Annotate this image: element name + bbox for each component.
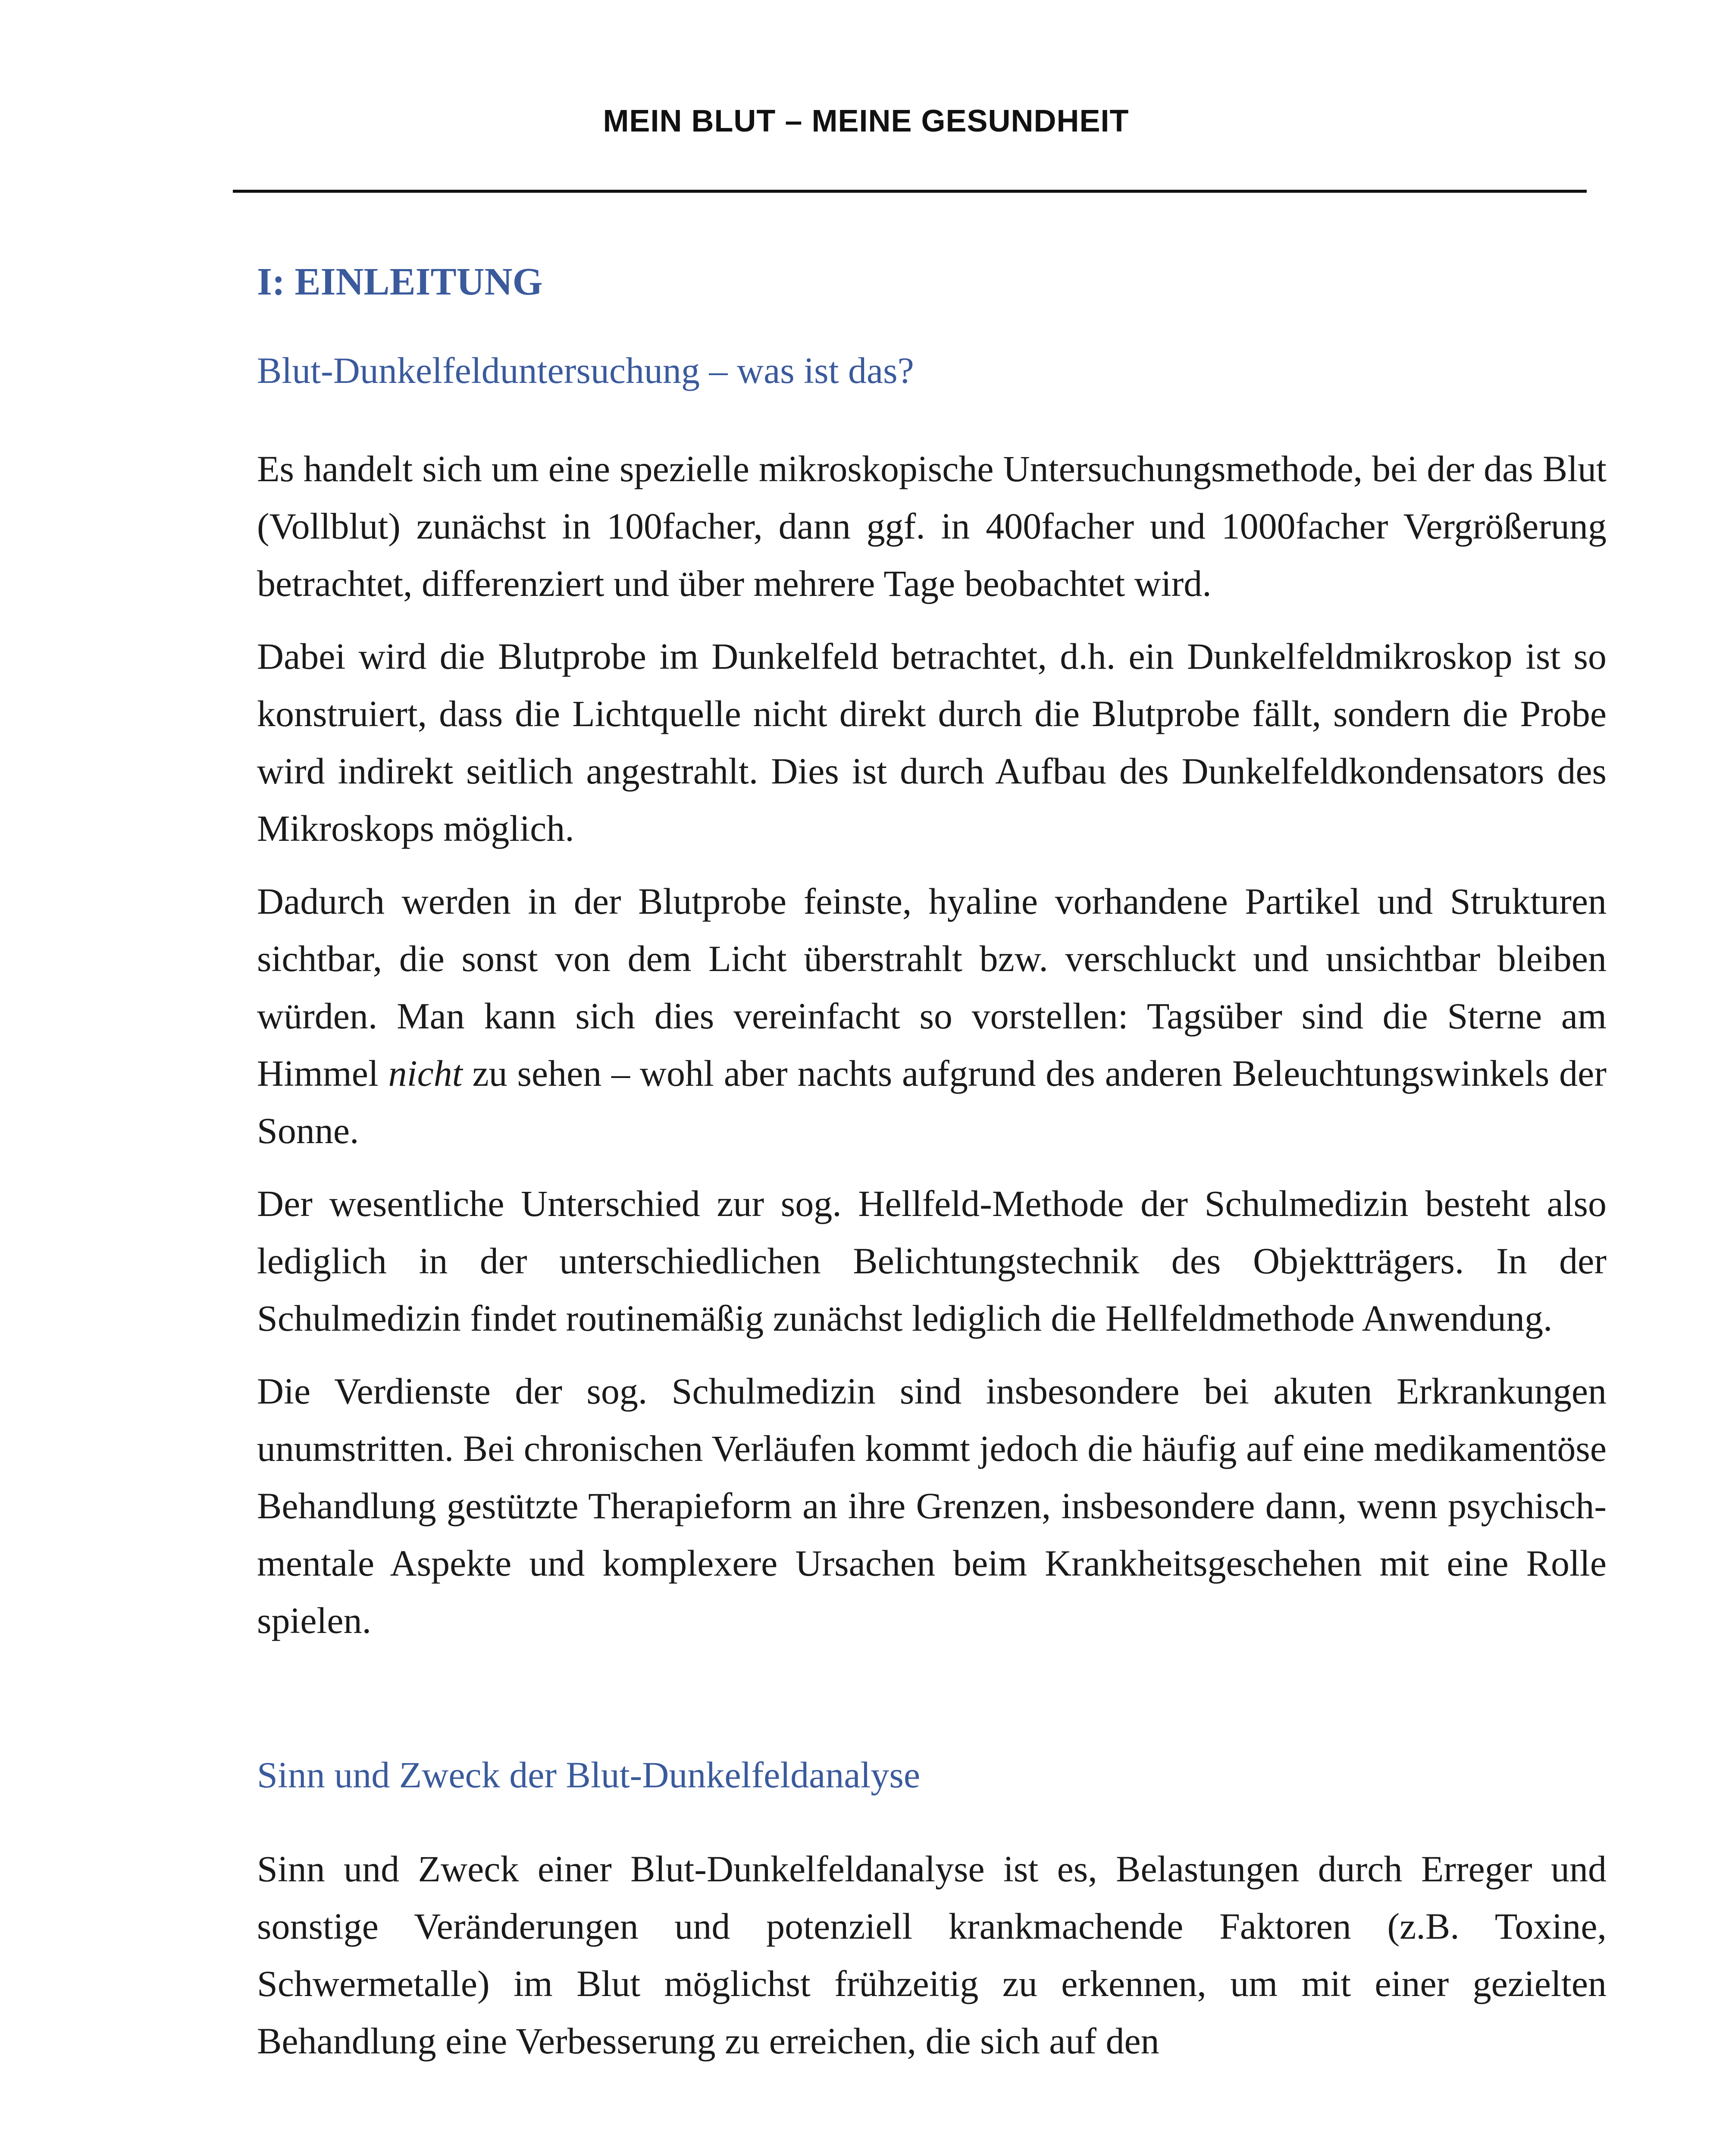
paragraph: Die Verdienste der sog. Schulmedizin sind insbesondere bei akuten Erkrankungen unumstritten. Bei chronischen Verläufen kommt jedoch die häufig auf eine medikamentöse Behandlung gestützte Therapieform an ihre Grenzen, insbesondere dann, wenn psychisch-mentale Aspekte und komplexere Ursachen beim Krankheitsgeschehen mit eine Rolle spielen.	[257, 1370, 1607, 1642]
paragraph: Dabei wird die Blutprobe im Dunkelfeld betrachtet, d.h. ein Dunkelfeldmikroskop ist so konstruiert, dass die Lichtquelle nicht direkt durch die Blutprobe fällt, sondern die Probe wird indirekt seitlich angestrahlt. Dies ist durch Aufbau des Dunkelfeldkondensators des Mikroskops möglich.	[257, 636, 1607, 849]
section-title-dunkelfelduntersuchung: Blut-Dunkelfelduntersuchung – was ist das?	[257, 350, 914, 391]
paragraph	[257, 873, 1607, 1159]
paragraph-text: Dadurch werden in der Blutprobe feinste, hyaline vorhandene Partikel und Strukturen sichtbar, die sonst von dem Licht überstrahlt bzw. verschluckt und unsichtbar bleiben würden. Man kann sich dies vereinfacht so vorstellen: Tagsüber sind die Sterne am Himmel	[257, 881, 1607, 1094]
chapter-title: I: EINLEITUNG	[257, 260, 543, 303]
paragraph: Sinn und Zweck einer Blut-Dunkelfeldanalyse ist es, Belastungen durch Erreger und sonstige Veränderungen und potenziell krankmachende Faktoren (z.B. Toxine, Schwermetalle) im Blut möglichst frühzeitig zu erkennen, um mit einer gezielten Behandlung eine Verbesserung zu erreichen, die sich auf den	[257, 1848, 1607, 2062]
section-title-sinn-und-zweck: Sinn und Zweck der Blut-Dunkelfeldanalyse	[257, 1754, 921, 1796]
paragraph: Der wesentliche Unterschied zur sog. Hellfeld-Methode der Schulmedizin besteht also lediglich in der unterschiedlichen Belichtungstechnik des Objektträgers. In der Schulmedizin findet routinemäßig zunächst lediglich die Hellfeldmethode Anwendung.	[257, 1183, 1607, 1339]
running-header: MEIN BLUT – MEINE GESUNDHEIT	[603, 104, 1129, 138]
header-divider	[233, 190, 1587, 193]
paragraph-text: zu sehen – wohl aber nachts aufgrund des anderen Beleuchtungswinkels der Sonne.	[257, 1053, 1607, 1152]
paragraph: Es handelt sich um eine spezielle mikroskopische Untersuchungsmethode, bei der das Blut (Vollblut) zunächst in 100facher, dann ggf. in 400facher und 1000facher Vergrößerung betrachtet, differenziert und über mehrere Tage beobachtet wird.	[257, 448, 1607, 605]
emphasis-text: nicht	[388, 1053, 463, 1094]
page-content	[257, 259, 1607, 2085]
